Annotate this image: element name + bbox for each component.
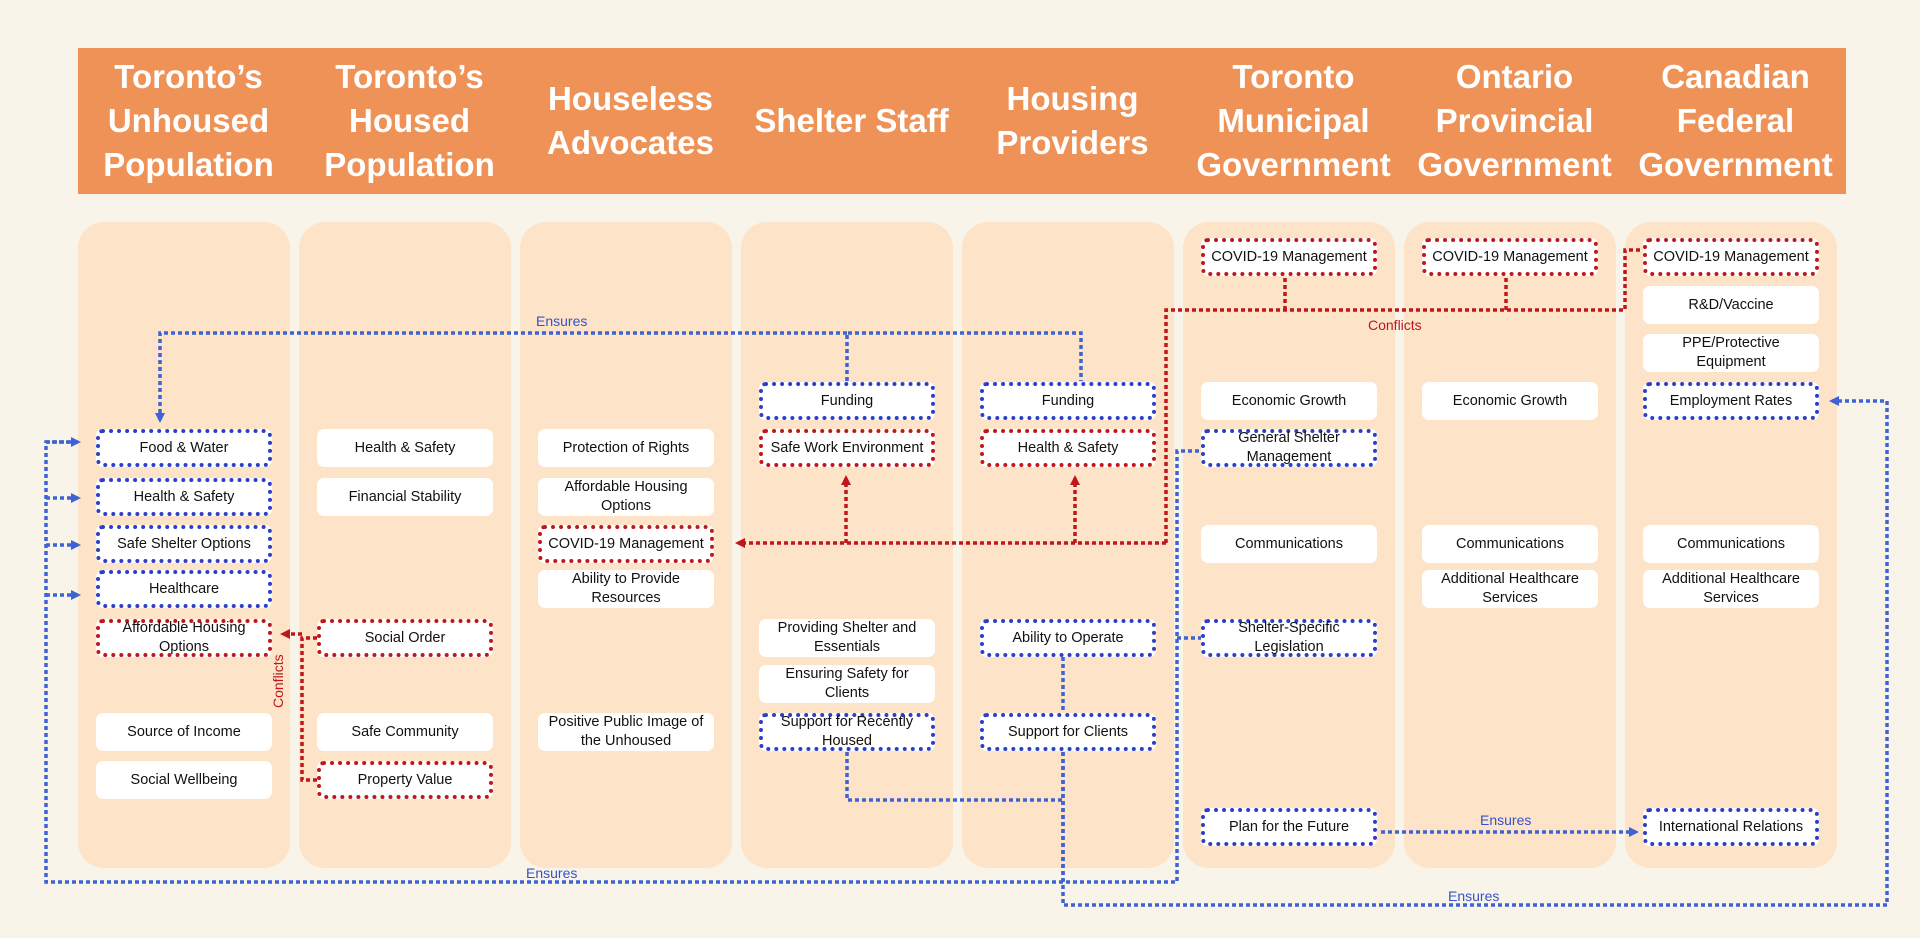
shelter-staff-support-recently-housed[interactable]: Support for Recently Housed [759,713,935,751]
advocates-positive-public-image[interactable]: Positive Public Image of the Unhoused [538,713,714,751]
municipal-general-shelter-management[interactable]: General Shelter Management [1201,429,1377,467]
header-provincial-government: Ontario Provincial Government [1417,58,1612,183]
conflicts-label-housed: Conflicts [270,654,286,708]
unhoused-affordable-housing[interactable]: Affordable Housing Options [96,619,272,657]
unhoused-safe-shelter-options[interactable]: Safe Shelter Options [96,525,272,563]
municipal-shelter-specific-legislation[interactable]: Shelter-Specific Legislation [1201,619,1377,657]
unhoused-food-water[interactable]: Food & Water [96,429,272,467]
unhoused-social-wellbeing[interactable]: Social Wellbeing [96,761,272,799]
provincial-covid-management[interactable]: COVID-19 Management [1422,238,1598,276]
municipal-economic-growth[interactable]: Economic Growth [1201,382,1377,420]
municipal-covid-management[interactable]: COVID-19 Management [1201,238,1377,276]
advocates-affordable-housing[interactable]: Affordable Housing Options [538,478,714,516]
unhoused-source-of-income[interactable]: Source of Income [96,713,272,751]
providers-support-for-clients[interactable]: Support for Clients [980,713,1156,751]
municipal-plan-for-the-future[interactable]: Plan for the Future [1201,808,1377,846]
federal-covid-management[interactable]: COVID-19 Management [1643,238,1819,276]
advocates-provide-resources[interactable]: Ability to Provide Resources [538,570,714,608]
ensures-label-bottom-left: Ensures [526,865,578,881]
provincial-economic-growth[interactable]: Economic Growth [1422,382,1598,420]
header-shelter-staff: Shelter Staff [754,102,949,139]
providers-ability-to-operate[interactable]: Ability to Operate [980,619,1156,657]
federal-additional-healthcare[interactable]: Additional Healthcare Services [1643,570,1819,608]
header-federal-government: Canadian Federal Government [1638,58,1833,183]
header-housed-population: Toronto’s Housed Population [324,58,495,183]
conflicts-label-government: Conflicts [1368,317,1422,333]
providers-health-safety[interactable]: Health & Safety [980,429,1156,467]
federal-international-relations[interactable]: International Relations [1643,808,1819,846]
federal-rd-vaccine[interactable]: R&D/Vaccine [1643,286,1819,324]
housed-property-value[interactable]: Property Value [317,761,493,799]
header-houseless-advocates: Houseless Advocates [547,80,714,161]
ensures-label-future: Ensures [1480,812,1532,828]
ensures-funding-to-food-line [160,333,1081,420]
unhoused-healthcare[interactable]: Healthcare [96,570,272,608]
providers-funding[interactable]: Funding [980,382,1156,420]
ensures-label-bottom-right: Ensures [1448,888,1500,904]
header-municipal-government: Toronto Municipal Government [1196,58,1391,183]
provincial-additional-healthcare[interactable]: Additional Healthcare Services [1422,570,1598,608]
header-housing-providers: Housing Providers [996,80,1149,161]
shelter-staff-ensuring-safety[interactable]: Ensuring Safety for Clients [759,665,935,703]
header-unhoused-population: Toronto’s Unhoused Population [103,58,274,183]
ensures-label-top: Ensures [536,313,588,329]
shelter-staff-providing-shelter[interactable]: Providing Shelter and Essentials [759,619,935,657]
conflicts-housed-line [302,638,317,780]
shelter-staff-safe-work-environment[interactable]: Safe Work Environment [759,429,935,467]
provincial-communications[interactable]: Communications [1422,525,1598,563]
housed-safe-community[interactable]: Safe Community [317,713,493,751]
federal-employment-rates[interactable]: Employment Rates [1643,382,1819,420]
housed-health-safety[interactable]: Health & Safety [317,429,493,467]
advocates-protection-of-rights[interactable]: Protection of Rights [538,429,714,467]
federal-ppe-protective-equipment[interactable]: PPE/Protective Equipment [1643,334,1819,372]
municipal-communications[interactable]: Communications [1201,525,1377,563]
housed-social-order[interactable]: Social Order [317,619,493,657]
federal-communications[interactable]: Communications [1643,525,1819,563]
shelter-staff-funding[interactable]: Funding [759,382,935,420]
unhoused-health-safety[interactable]: Health & Safety [96,478,272,516]
housed-financial-stability[interactable]: Financial Stability [317,478,493,516]
advocates-covid-management[interactable]: COVID-19 Management [538,525,714,563]
